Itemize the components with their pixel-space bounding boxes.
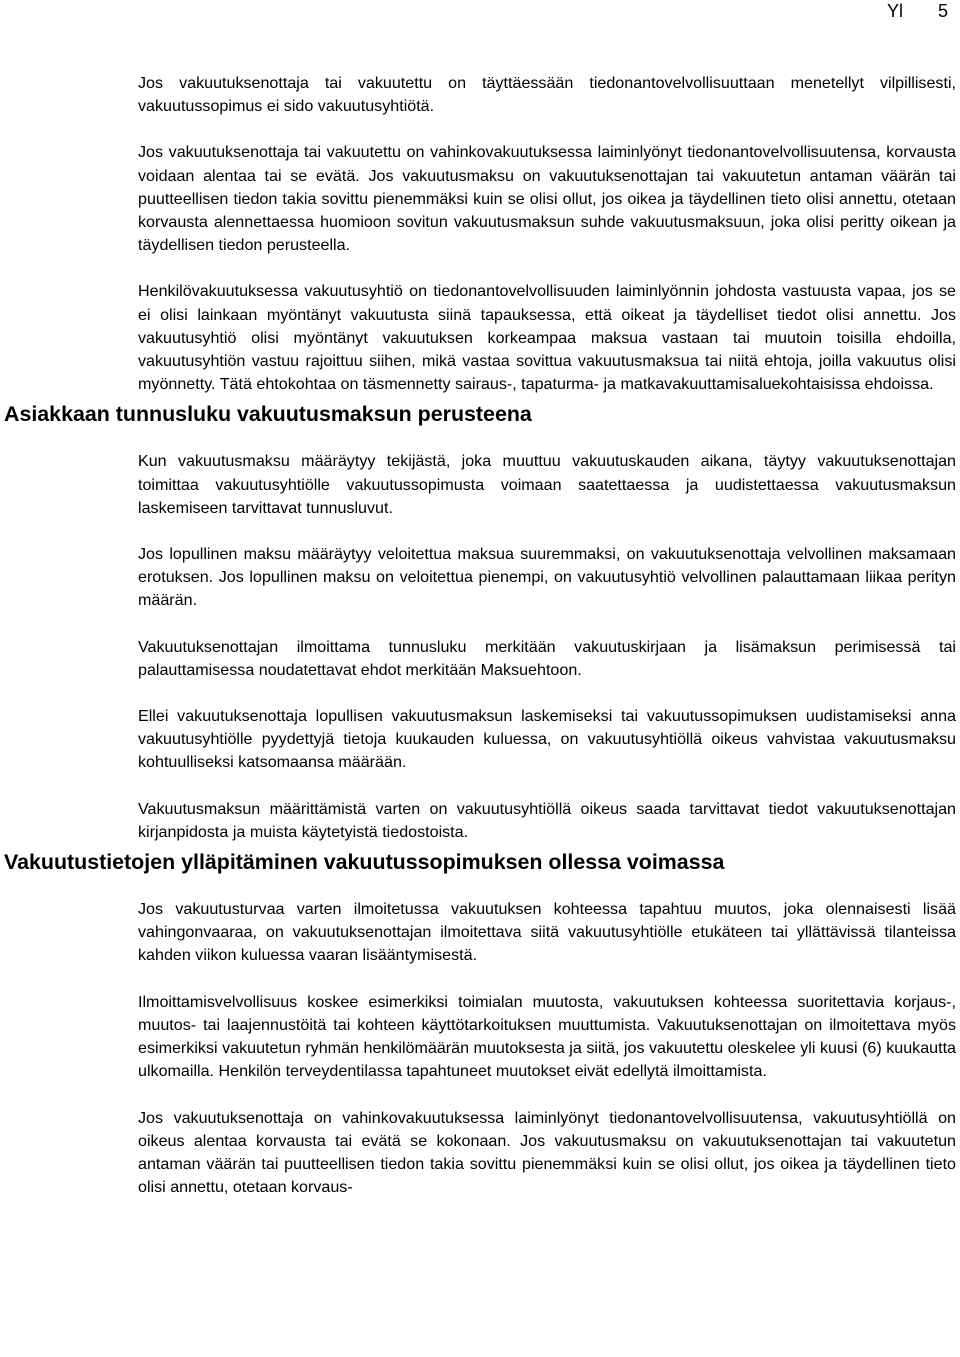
header-section-code: Yl: [886, 1, 903, 21]
paragraph: Vakuutuksenottajan ilmoittama tunnusluku merkitään vakuutuskirjaan ja lisämaksun perimisessä tai palauttamisessa noudatettavat ehdot merkitään Maksuehtoon.: [138, 637, 956, 679]
paragraph: Jos vakuutuksenottaja tai vakuutettu on vahinkovakuutuksessa laiminlyönyt tiedonantovelvollisuutensa, korvausta voidaan alentaa tai se evätä. Jos vakuutusmaksu on vakuutuksenottajan tai vakuutetun antaman väärän tai puutteellisen tiedon takia sovittu pienemmäksi kuin se olisi ollut, jos oikea ja täydellinen tieto olisi annettu, otetaan korvausta alennettaessa huomioon sovitun vakuutusmaksun suhde vakuutusmaksuun, joka olisi peritty oikean ja täydellisen tiedon perusteella.: [138, 143, 956, 255]
document-body: [0, 72, 960, 1199]
section-tiedonantovelvollisuus: [0, 72, 960, 396]
page-number: 5: [937, 1, 948, 21]
paragraph: Ilmoittamisvelvollisuus koskee esimerkiksi toimialan muutosta, vakuutuksen kohteessa suoritettavia korjaus-, muutos- tai laajennustöitä tai kohteen käyttötarkoituksen muuttumista. Vakuutuksenottajan on ilmoitettava myös esimerkiksi vakuutetun ryhmän henkilömäärän muutoksesta ja siitä, jos vakuutettu oleskelee yli kuusi (6) kuukautta ulkomailla. Henkilön terveydentilassa tapahtuneet muutokset eivät edellytä ilmoittamista.: [138, 992, 956, 1081]
paragraph: Jos vakuutusturvaa varten ilmoitetussa vakuutuksen kohteessa tapahtuu muutos, joka olennaisesti lisää vahingonvaaraa, on vakuutuksenottajan ilmoitettava siitä vakuutusyhtiölle etukäteen tai yllättävissä tilanteissa kahden viikon kuluessa vaaran lisääntymisestä.: [138, 900, 956, 965]
section-asiakkaan-tunnusluku: [0, 400, 960, 844]
section-heading: Asiakkaan tunnusluku vakuutusmaksun perusteena: [4, 402, 532, 427]
paragraph: Vakuutusmaksun määrittämistä varten on vakuutusyhtiöllä oikeus saada tarvittavat tiedot vakuutuksenottajan kirjanpidosta ja muista käytetyistä tiedostoista.: [138, 799, 956, 841]
paragraph: Ellei vakuutuksenottaja lopullisen vakuutusmaksun laskemiseksi tai vakuutussopimuksen uudistamiseksi anna vakuutusyhtiölle pyydettyjä tietoja kuukauden kuluessa, on vakuutusyhtiöllä oikeus vahvistaa vakuutusmaksu kohtuulliseksi katsomaansa määrään.: [138, 707, 956, 772]
section-heading: Vakuutustietojen ylläpitäminen vakuutussopimuksen ollessa voimassa: [4, 850, 725, 875]
section-vakuutustietojen-yllapitaminen: [0, 848, 960, 1199]
paragraph: Jos vakuutuksenottaja tai vakuutettu on täyttäessään tiedonantovelvollisuuttaan menetellyt vilpillisesti, vakuutussopimus ei sido vakuutusyhtiötä.: [138, 74, 956, 116]
paragraph: Kun vakuutusmaksu määräytyy tekijästä, joka muuttuu vakuutuskauden aikana, täytyy vakuutuksenottajan toimittaa vakuutusyhtiölle vakuutussopimusta voimaan saatettaessa ja uudistettaessa vakuutusmaksun laskemiseen tarvittavat tunnusluvut.: [138, 452, 956, 517]
paragraph: Jos lopullinen maksu määräytyy veloitettua maksua suuremmaksi, on vakuutuksenottaja velvollinen maksamaan erotuksen. Jos lopullinen maksu on veloitettua pienempi, on vakuutusyhtiö velvollinen palauttamaan liikaa perityn määrän.: [138, 545, 956, 610]
page-header: [887, 0, 948, 24]
paragraph: Jos vakuutuksenottaja on vahinkovakuutuksessa laiminlyönyt tiedonantovelvollisuutensa, vakuutusyhtiöllä on oikeus alentaa korvausta tai evätä se kokonaan. Jos vakuutusmaksu on vakuutuksenottajan tai vakuutetun antaman väärän tai puutteellisen tiedon takia sovittu pienemmäksi kuin se olisi ollut, jos oikea ja täydellinen tieto olisi annettu, otetaan korvaus-: [138, 1108, 956, 1197]
paragraph: Henkilövakuutuksessa vakuutusyhtiö on tiedonantovelvollisuuden laiminlyönnin johdosta vastuusta vapaa, jos se ei olisi lainkaan myöntänyt vakuutusta siinä tapauksessa, että oikeat ja täydelliset tiedot olisi annettu. Jos vakuutusyhtiö olisi myöntänyt vakuutuksen korkeampaa maksua vastaan tai muutoin toisilla ehdoilla, vakuutusyhtiön vastuu rajoittuu siihen, mikä vastaa sovittua vakuutusmaksua tai niitä ehtoja, joilla vakuutus olisi myönnetty. Tätä ehtokohtaa on täsmennetty sairaus-, tapaturma- ja matkavakuuttamisaluekohtaisissa ehdoissa.: [138, 282, 956, 394]
